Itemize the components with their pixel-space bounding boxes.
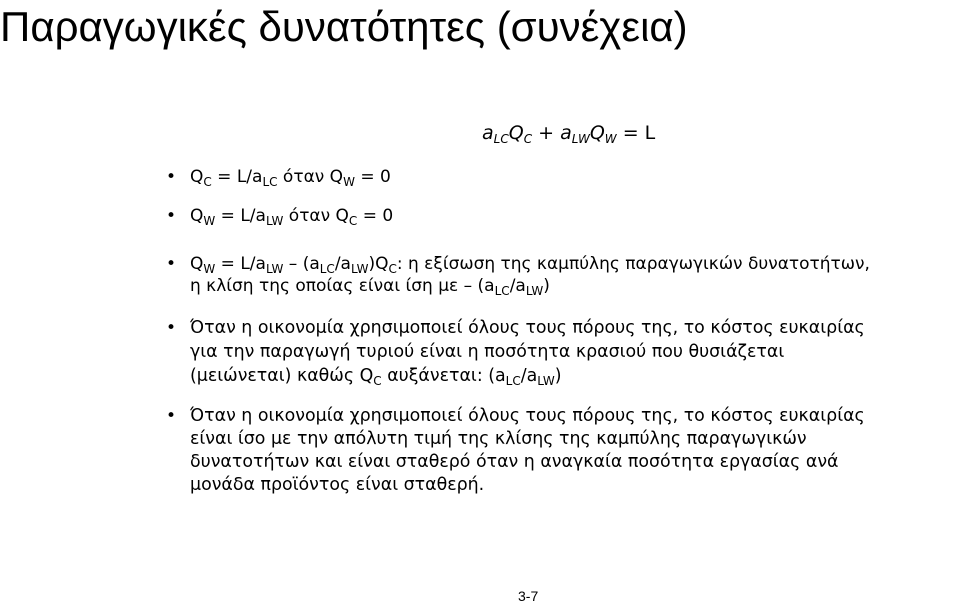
bullet-text-line-3: δυνατοτήτων και είναι σταθερό όταν η αναγκαία ποσότητα εργασίας ανά: [190, 452, 839, 472]
bullet-text-line-1: $Q_W = L/a_{LW} - (a_{LC}/a_{LW})Q_C$: η εξίσωση της καμπύλης παραγωγικών δυνατοτήτων,: [190, 254, 870, 276]
slide-number: 3-7: [518, 588, 539, 604]
slide-title: Παραγωγικές δυνατότητες (συνέχεια): [0, 3, 688, 50]
bullet-text: $Q_C = L/a_{LC}$ όταν $Q_W = 0$: [190, 167, 391, 189]
bullet-text-line-2: για την παραγωγή τυριού είναι η ποσότητα κρασιού που θυσιάζεται: [190, 342, 785, 362]
bullet-text-line-4: μονάδα προϊόντος είναι σταθερή.: [190, 475, 485, 495]
bullet-marker: •: [166, 167, 177, 187]
bullet-text-line-2: είναι ίσο με την απόλυτη τιμή της κλίσης της καμπύλης παραγωγικών: [190, 429, 807, 449]
labor-constraint-equation: $a_{LC}Q_C + a_{LW}Q_W = L$: [482, 122, 656, 146]
bullet-text-line-3: (μειώνεται) καθώς $Q_C$ αυξάνεται: $(a_{LC}/a_{LW})$: [190, 366, 562, 388]
bullet-text-line-1: Όταν η οικονομία χρησιμοποιεί όλους τους πόρους της, το κόστος ευκαιρίας: [190, 406, 865, 426]
bullet-text: $Q_W = L/a_{LW}$ όταν $Q_C = 0$: [190, 206, 394, 228]
bullet-text-line-1: Όταν η οικονομία χρησιμοποιεί όλους τους πόρους της, το κόστος ευκαιρίας: [190, 318, 865, 338]
bullet-text-line-2: η κλίση της οποίας είναι ίση με – $(a_{LC}/a_{LW})$: [190, 276, 550, 298]
bullet-marker: •: [166, 406, 177, 426]
bullet-marker: •: [166, 206, 177, 226]
bullet-marker: •: [166, 318, 177, 338]
bullet-marker: •: [166, 254, 177, 274]
